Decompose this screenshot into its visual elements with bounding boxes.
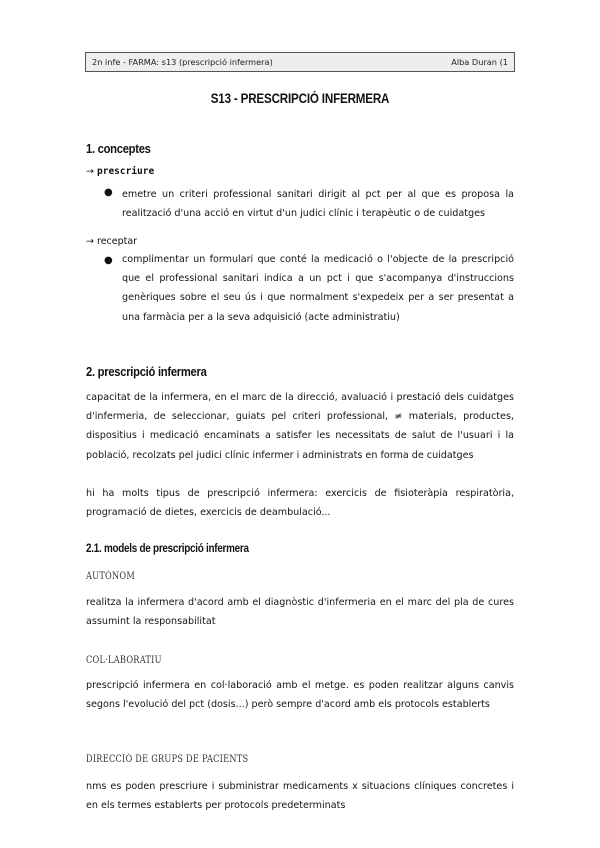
- model-collaboratiu-text: prescripció infermera en col·laboració amb el metge. es poden realitzar alguns canvis segons l'evolució del pct (dosis...) però sempre d'acord amb els protocols establerts: [86, 680, 514, 711]
- term-receptar-label: receptar: [97, 236, 138, 247]
- section-2-heading: 2. prescripció infermera: [86, 364, 207, 379]
- header-course-label: 2n infe - FARMA: s13 (prescripció infermera): [92, 57, 273, 67]
- model-autonom-text: realitza la infermera d'acord amb el diagnòstic d'infermeria en el marc del pla de cures assumint la responsabilitat: [86, 597, 514, 628]
- page-header: [85, 52, 515, 72]
- bullet-icon: ●: [104, 187, 113, 198]
- term-prescriure: [86, 166, 154, 177]
- arrow-icon: →: [86, 166, 94, 177]
- definition-prescriure: emetre un criteri professional sanitari dirigit al pct per al que es proposa la realització d'una acció en virtut d'un judici clínic i terapèutic o de cuidatges: [122, 189, 514, 220]
- term-prescriure-label: prescriure: [97, 166, 155, 177]
- model-direccio-heading: DIRECCIÓ DE GRUPS DE PACIENTS: [86, 754, 249, 765]
- section-1-heading: 1. conceptes: [86, 141, 151, 156]
- header-author-label: Alba Duran (1: [451, 57, 508, 67]
- section-2-paragraph-1: capacitat de la infermera, en el marc de la direcció, avaluació i prestació dels cuidatges d'infermeria, de seleccionar, guiats pel criteri professional, ≠ materials, productes, dispositius i medicació encaminats a satisfer les necessitats de salut de l'usuari i la població, recolzats pel judici clínic infermer i administrats en forma de cuidatges: [86, 392, 514, 461]
- subsection-2-1-heading: 2.1. models de prescripció infermera: [86, 543, 249, 555]
- model-direccio-text: nms es poden prescriure i subministrar medicaments x situacions clíniques concretes i en els termes establerts per protocols predeterminats: [86, 781, 514, 812]
- document-title: S13 - PRESCRIPCIÓ INFERMERA: [210, 91, 390, 106]
- bullet-icon: ●: [104, 255, 113, 266]
- term-receptar: [86, 236, 137, 247]
- model-collaboratiu-heading: COL·LABORATIU: [86, 655, 162, 666]
- section-2-paragraph-2: hi ha molts tipus de prescripció infermera: exercicis de fisioteràpia respiratòria, programació de dietes, exercicis de deambulació...: [86, 488, 514, 519]
- definition-receptar: complimentar un formulari que conté la medicació o l'objecte de la prescripció que el professional sanitari indica a un pct i que s'acompanya d'instruccions genèriques sobre el seu ús i que normalment s'expedeix per a ser presentat a una farmàcia per a la seva adquisició (acte administratiu): [122, 254, 514, 323]
- model-autonom-heading: AUTÒNOM: [86, 571, 136, 582]
- arrow-icon: →: [86, 236, 94, 247]
